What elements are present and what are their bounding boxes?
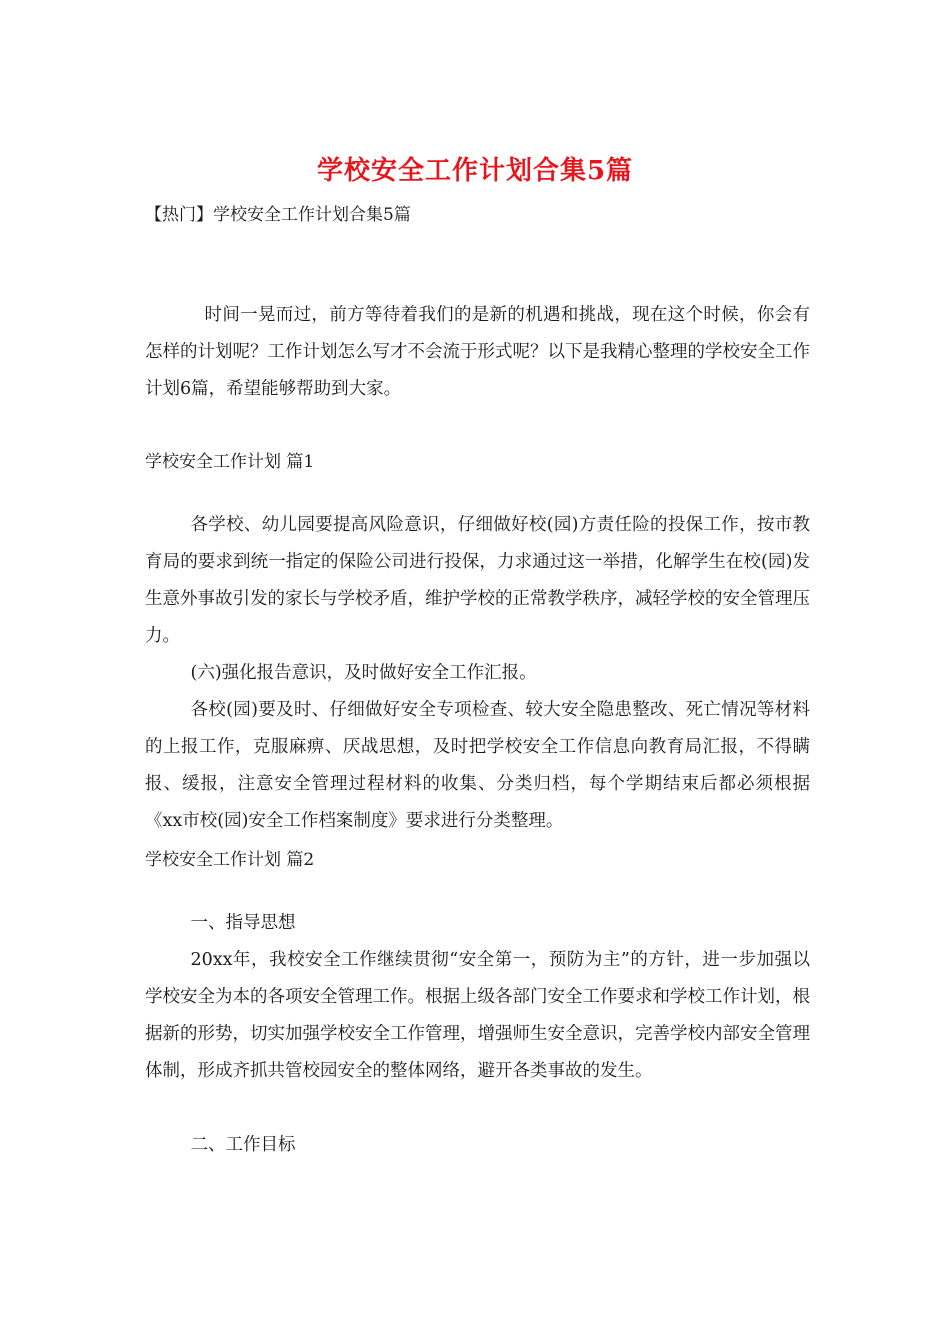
section-1-paragraph-2: (六)强化报告意识，及时做好安全工作汇报。 <box>190 663 537 683</box>
section-2-heading: 学校安全工作计划 篇2 <box>145 850 315 870</box>
section-2-paragraph-1: 一、指导思想 <box>190 913 296 933</box>
section-2-paragraph-2: 20xx年，我校安全工作继续贯彻“安全第一，预防为主”的方针，进一步加强以学校安全为本的各项安全管理工作。根据上级各部门安全工作要求和学校工作计划，根据新的形势，切实加强学校安全工作管理，增强师生安全意识，完善学校内部安全管理体制，形成齐抓共管校园安全的整体网络，避开各类事故的发生。 <box>145 950 810 1081</box>
section-1-paragraph-1: 各学校、幼儿园要提高风险意识，仔细做好校(园)方责任险的投保工作，按市教育局的要求到统一指定的保险公司进行投保，力求通过这一举措，化解学生在校(园)发生意外事故引发的家长与学校矛盾，维护学校的正常教学秩序，减轻学校的安全管理压力。 <box>145 515 810 646</box>
section-1-heading: 学校安全工作计划 篇1 <box>145 452 315 472</box>
document-subtitle: 【热门】学校安全工作计划合集5篇 <box>145 205 411 225</box>
section-1-paragraph-3: 各校(园)要及时、仔细做好安全专项检查、较大安全隐患整改、死亡情况等材料的上报工作，克服麻痹、厌战思想，及时把学校安全工作信息向教育局汇报，不得瞒报、缓报，注意安全管理过程材料的收集、分类归档，每个学期结束后都必须根据《xx市校(园)安全工作档案制度》要求进行分类整理。 <box>145 700 810 831</box>
section-2-paragraph-3: 二、工作目标 <box>190 1135 296 1155</box>
intro-paragraph: 时间一晃而过，前方等待着我们的是新的机遇和挑战，现在这个时候，你会有怎样的计划呢？工作计划怎么写才不会流于形式呢？以下是我精心整理的学校安全工作计划6篇，希望能够帮助到大家。 <box>145 305 810 399</box>
document-title: 学校安全工作计划合集5篇 <box>316 156 634 186</box>
